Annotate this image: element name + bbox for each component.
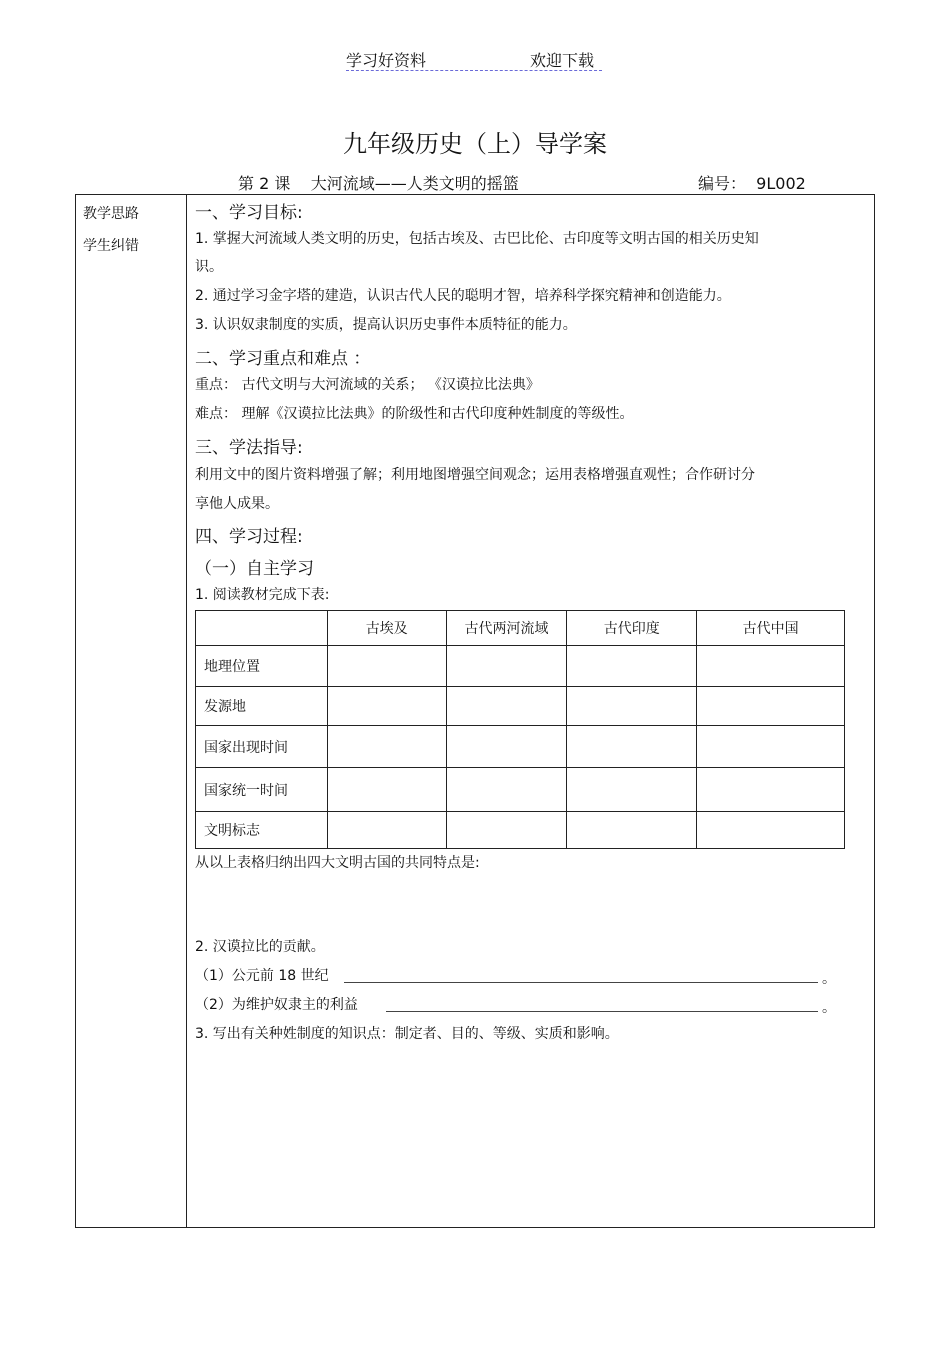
section-4-heading: 四、学习过程: <box>195 527 303 547</box>
row-label: 发源地 <box>196 687 328 726</box>
table-row <box>196 726 845 768</box>
header-right-text: 欢迎下载 <box>530 51 595 70</box>
answer-cell[interactable] <box>567 768 697 812</box>
table-header-cell: 古代两河流域 <box>446 611 567 646</box>
row-label: 国家统一时间 <box>196 768 328 812</box>
question-3: 3. 写出有关种姓制度的知识点：制定者、目的、等级、实质和影响。 <box>195 1026 619 1042</box>
item-2-end: 。 <box>822 1000 836 1016</box>
answer-cell[interactable] <box>446 812 567 849</box>
self-study-heading: （一）自主学习 <box>195 559 314 579</box>
table-row <box>196 646 845 687</box>
table-row <box>196 687 845 726</box>
answer-cell[interactable] <box>567 812 697 849</box>
page-title: 九年级历史（上）导学案 <box>343 130 607 158</box>
answer-line-2[interactable] <box>386 1011 818 1012</box>
objective-1a: 1. 掌握大河流域人类文明的历史，包括古埃及、古巴比伦、古印度等文明古国的相关历史知 <box>195 231 759 247</box>
key-point: 重点： 古代文明与大河流域的关系； 《汉谟拉比法典》 <box>195 377 540 393</box>
table-header-cell <box>196 611 328 646</box>
objective-1b: 识。 <box>195 259 223 275</box>
summary-prompt: 从以上表格归纳出四大文明古国的共同特点是: <box>195 855 480 871</box>
answer-line-1[interactable] <box>344 982 818 983</box>
answer-cell[interactable] <box>446 726 567 768</box>
section-3-heading: 三、学法指导: <box>195 438 303 458</box>
lesson-code: 编号： 9L002 <box>698 174 806 193</box>
answer-cell[interactable] <box>446 687 567 726</box>
section-2-heading: 二、学习重点和难点 ： <box>195 349 371 369</box>
answer-cell[interactable] <box>697 646 845 687</box>
answer-cell[interactable] <box>697 726 845 768</box>
method-line-2: 享他人成果。 <box>195 496 279 512</box>
row-label: 地理位置 <box>196 646 328 687</box>
lesson-title: 第 2 课 大河流域——人类文明的摇篮 <box>238 174 519 193</box>
answer-cell[interactable] <box>697 812 845 849</box>
answer-cell[interactable] <box>697 768 845 812</box>
section-1-heading: 一、学习目标: <box>195 203 303 223</box>
item-1-end: 。 <box>822 971 836 987</box>
answer-cell[interactable] <box>327 812 446 849</box>
side-label-correction: 学生纠错 <box>83 238 139 254</box>
answer-cell[interactable] <box>567 687 697 726</box>
difficult-point: 难点： 理解《汉谟拉比法典》的阶级性和古代印度种姓制度的等级性。 <box>195 406 634 422</box>
header-left-text: 学习好资料 <box>346 51 427 70</box>
row-label: 文明标志 <box>196 812 328 849</box>
row-label: 国家出现时间 <box>196 726 328 768</box>
civilization-table <box>195 610 845 849</box>
answer-cell[interactable] <box>327 687 446 726</box>
table-row <box>196 812 845 849</box>
table-header-cell: 古代印度 <box>567 611 697 646</box>
table-row <box>196 768 845 812</box>
answer-cell[interactable] <box>327 726 446 768</box>
question-1: 1. 阅读教材完成下表: <box>195 587 330 603</box>
objective-2: 2. 通过学习金字塔的建造，认识古代人民的聪明才智，培养科学探究精神和创造能力。 <box>195 288 731 304</box>
answer-cell[interactable] <box>697 687 845 726</box>
side-label-teaching: 教学思路 <box>83 206 139 222</box>
table-header-cell: 古埃及 <box>327 611 446 646</box>
method-line-1: 利用文中的图片资料增强了解；利用地图增强空间观念；运用表格增强直观性；合作研讨分 <box>195 467 755 483</box>
answer-cell[interactable] <box>446 646 567 687</box>
table-header-row <box>196 611 845 646</box>
objective-3: 3. 认识奴隶制度的实质，提高认识历史事件本质特征的能力。 <box>195 317 577 333</box>
table-header-cell: 古代中国 <box>697 611 845 646</box>
question-2: 2. 汉谟拉比的贡献。 <box>195 939 325 955</box>
header-underline <box>346 70 602 71</box>
answer-cell[interactable] <box>327 768 446 812</box>
answer-cell[interactable] <box>567 646 697 687</box>
question-2-item-2: （2）为维护奴隶主的利益 <box>195 997 358 1013</box>
answer-cell[interactable] <box>567 726 697 768</box>
answer-cell[interactable] <box>446 768 567 812</box>
answer-cell[interactable] <box>327 646 446 687</box>
column-divider <box>186 194 187 1228</box>
question-2-item-1: （1）公元前 18 世纪 <box>195 968 329 984</box>
